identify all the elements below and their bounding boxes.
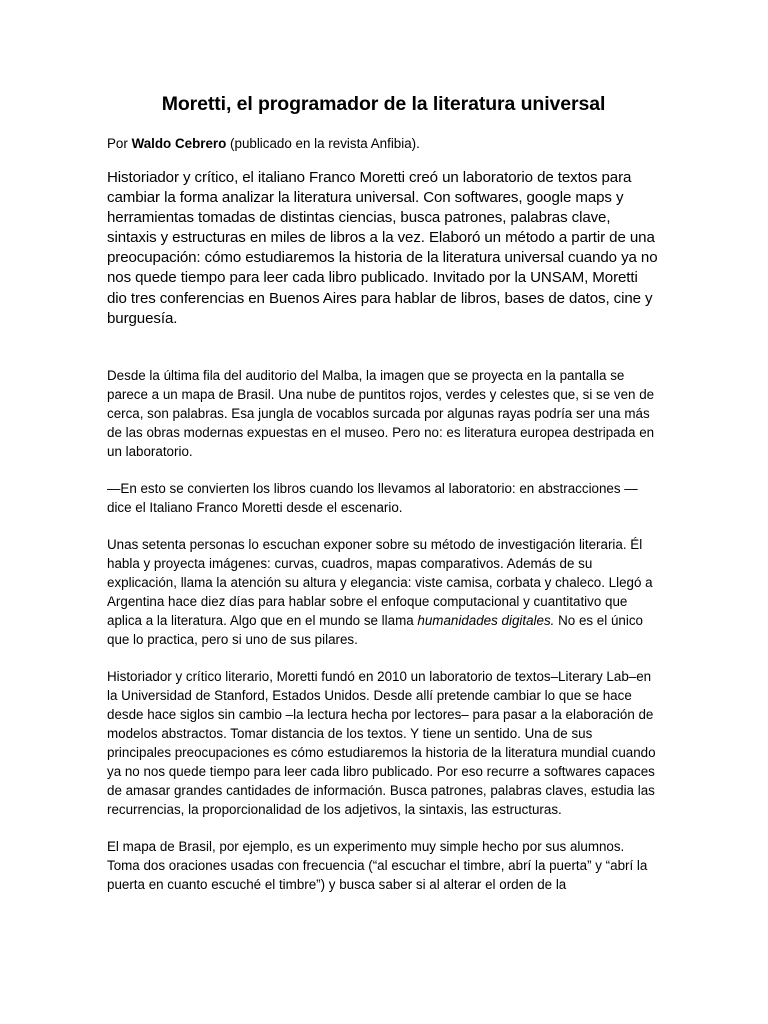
body-paragraph-3 [107,535,660,649]
article-title: Moretti, el programador de la literatura universal [161,93,606,115]
paragraph-3-text-a: Unas setenta personas lo escuchan exponer sobre su método de investigación literaria. Él habla y proyecta imágenes: curvas, cuadros, mapas comparativos. Además de su explicación, llama la atención su altura y elegancia: viste camisa, corbata y chaleco. Llegó a Argentina hace diez días para hablar sobre el enfoque computacional y cuantitativo que aplica a la literatura. Algo que en el mundo se llama [107,536,653,628]
paragraph-3-emphasis: humanidades digitales. [417,612,555,628]
body-paragraph-1: Desde la última fila del auditorio del Malba, la imagen que se proyecta en la pantalla se parece a un mapa de Brasil. Una nube de puntitos rojos, verdes y celestes que, si se ven de cerca, son palabras. Esa jungla de vocablos surcada por algunas rayas podría ser una más de las obras modernas expuestas en el museo. Pero no: es literatura europea destripada en un laboratorio. [107,367,655,459]
byline [107,135,660,153]
body-paragraph-4: Historiador y crítico literario, Moretti fundó en 2010 un laboratorio de textos–Literary Lab–en la Universidad de Stanford, Estados Unidos. Desde allí pretende cambiar lo que se hace desde hace siglos sin cambio –la lectura hecha por lectores– para pasar a la elaboración de modelos abstractos. Tomar distancia de los textos. Y tiene un sentido. Una de sus principales preocupaciones es cómo estudiaremos la historia de la literatura mundial cuando ya no nos quede tiempo para leer cada libro publicado. Por eso recurre a softwares capaces de amasar grandes cantidades de información. Busca patrones, palabras claves, estudia las recurrencias, la proporcionalidad de los adjetivos, la sintaxis, las estructuras. [107,668,656,817]
paragraph-3-text-b: No es el único que lo practica, pero si uno de sus pilares. [107,612,643,647]
lead-paragraph: Historiador y crítico, el italiano Franco Moretti creó un laboratorio de textos para cambiar la forma analizar la literatura universal. Con softwares, google maps y herramientas tomadas de distintas ciencias, busca patrones, palabras clave, sintaxis y estructuras en miles de libros a la vez. Elaboró un método a partir de una preocupación: cómo estudiaremos la historia de la literatura universal cuando ya no nos quede tiempo para leer cada libro publicado. Invitado por la UNSAM, Moretti dio tres conferencias en Buenos Aires para hablar de libros, bases de datos, cine y burguesía. [107,169,658,327]
author-name: Waldo Cebrero [131,136,227,151]
byline-suffix: (publicado en la revista Anfibia). [226,136,420,151]
body-paragraph-5: El mapa de Brasil, por ejemplo, es un experimento muy simple hecho por sus alumnos. Toma dos oraciones usadas con frecuencia (“al escuchar el timbre, abrí la puerta” y “abrí la puerta en cuanto escuché el timbre”) y busca saber si al alterar el orden de la [107,838,648,892]
body-paragraph-2: —En esto se convierten los libros cuando los llevamos al laboratorio: en abstracciones —dice el Italiano Franco Moretti desde el escenario. [107,480,638,515]
byline-prefix: Por [107,136,132,151]
